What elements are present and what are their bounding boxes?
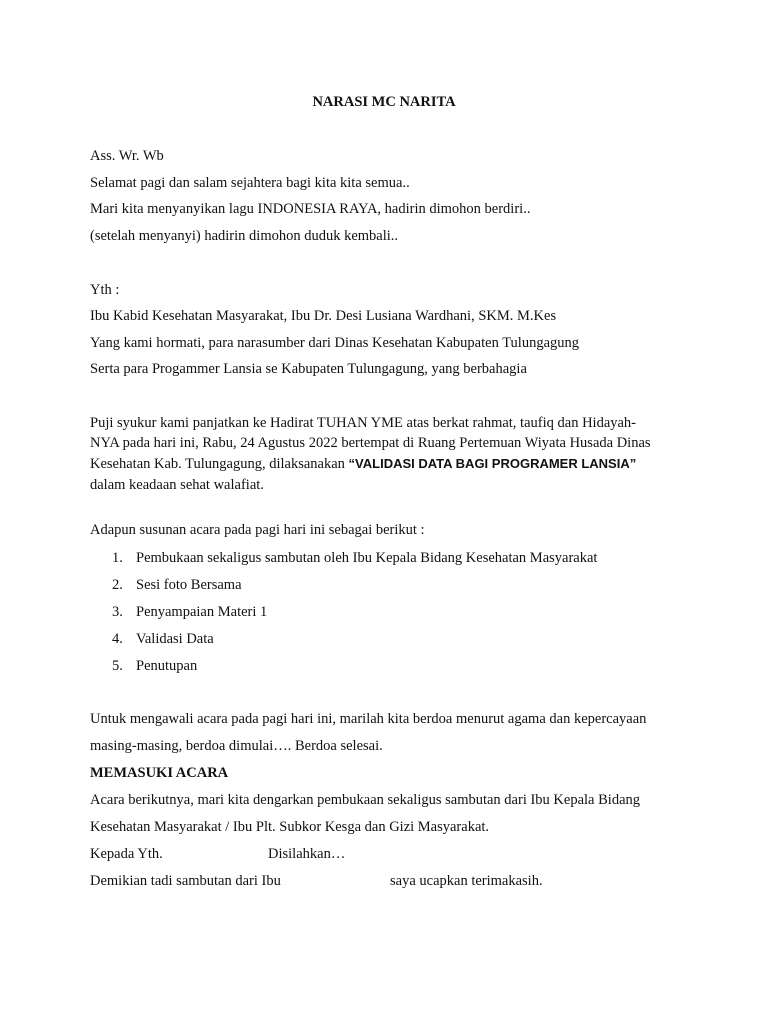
agenda-item-text: Penutupan — [136, 658, 198, 674]
doa-line-2: masing-masing, berdoa dimulai…. Berdoa selesai. — [90, 738, 383, 754]
agenda-item-text: Pembukaan sekaligus sambutan oleh Ibu Kepala Bidang Kesehatan Masyarakat — [136, 550, 598, 566]
event-name-bold: “VALIDASI DATA BAGI PROGRAMER LANSIA” — [348, 456, 637, 471]
memasuki-line-2: Kesehatan Masyarakat / Ibu Plt. Subkor Kesga dan Gizi Masyarakat. — [90, 819, 490, 835]
opening-line-2: Selamat pagi dan salam sejahtera bagi kita kita semua.. — [90, 175, 410, 191]
agenda-item-text: Penyampaian Materi 1 — [136, 604, 268, 620]
yth-line-2: Yang kami hormati, para narasumber dari Dinas Kesehatan Kabupaten Tulungagung — [90, 335, 579, 351]
disilahkan-label: Disilahkan… — [268, 846, 346, 862]
agenda-intro: Adapun susunan acara pada pagi hari ini sebagai berikut : — [90, 522, 425, 538]
agenda-item-number: 1. — [112, 550, 123, 566]
yth-line-1: Ibu Kabid Kesehatan Masyarakat, Ibu Dr. Desi Lusiana Wardhani, SKM. M.Kes — [90, 308, 557, 324]
demikian-text: Demikian tadi sambutan dari Ibu — [90, 873, 281, 889]
doa-line-1: Untuk mengawali acara pada pagi hari ini, marilah kita berdoa menurut agama dan kepercayaan — [90, 711, 647, 727]
kepada-label: Kepada Yth. — [90, 846, 163, 862]
puji-line-4: dalam keadaan sehat walafiat. — [90, 477, 264, 493]
agenda-item-text: Validasi Data — [136, 631, 214, 647]
agenda-item-number: 2. — [112, 577, 123, 593]
opening-line-1: Ass. Wr. Wb — [90, 148, 164, 164]
document-title: NARASI MC NARITA — [312, 94, 456, 110]
puji-line-2: NYA pada hari ini, Rabu, 24 Agustus 2022 bertempat di Ruang Pertemuan Wiyata Husada Dinas — [90, 435, 651, 451]
memasuki-heading: MEMASUKI ACARA — [90, 765, 229, 781]
puji-line-3-text: Kesehatan Kab. Tulungagung, dilaksanakan — [90, 456, 349, 472]
memasuki-line-1: Acara berikutnya, mari kita dengarkan pembukaan sekaligus sambutan dari Ibu Kepala Bidang — [90, 792, 641, 808]
opening-line-4: (setelah menyanyi) hadirin dimohon duduk kembali.. — [90, 228, 399, 244]
agenda-item-number: 5. — [112, 658, 123, 674]
agenda-item-number: 4. — [112, 631, 123, 647]
agenda-item-text: Sesi foto Bersama — [136, 577, 242, 593]
yth-line-3: Serta para Progammer Lansia se Kabupaten Tulungagung, yang berbahagia — [90, 361, 527, 377]
yth-label: Yth : — [90, 282, 120, 298]
demikian-line — [90, 872, 543, 890]
puji-line-1: Puji syukur kami panjatkan ke Hadirat TUHAN YME atas berkat rahmat, taufiq dan Hidayah- — [90, 415, 637, 431]
agenda-item-number: 3. — [112, 604, 123, 620]
terimakasih-text: saya ucapkan terimakasih. — [390, 873, 543, 889]
opening-line-3: Mari kita menyanyikan lagu INDONESIA RAYA, hadirin dimohon berdiri.. — [90, 201, 531, 217]
kepada-line — [90, 845, 345, 863]
puji-line-3 — [90, 455, 636, 473]
